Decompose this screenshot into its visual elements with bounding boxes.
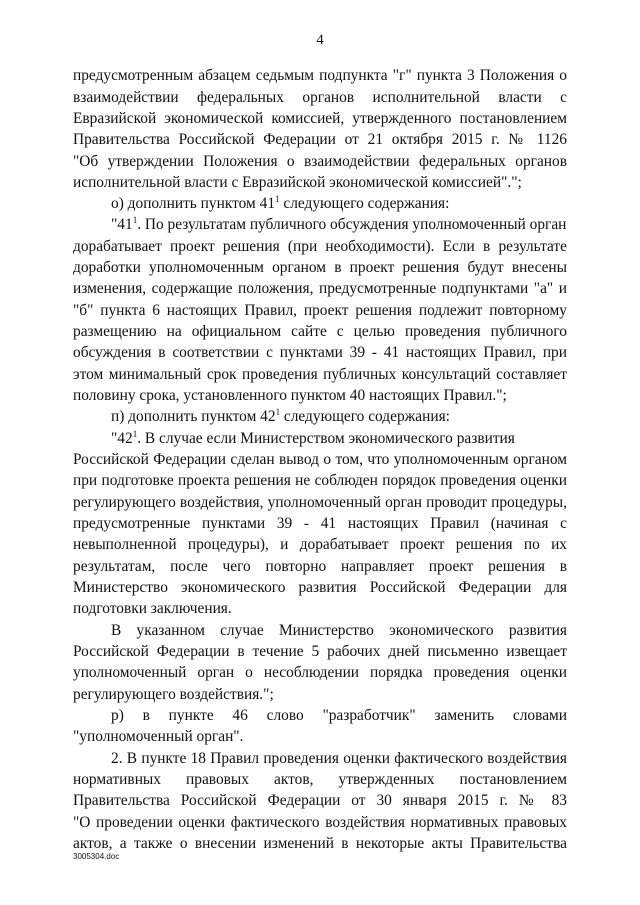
text-line: регулирующего воздействия, уполномоченный орган проводит процедуры, xyxy=(73,494,567,511)
text-fragment: . В случае если Министерством экономического развития xyxy=(137,430,515,447)
text-line: регулирующего воздействия."; xyxy=(73,686,274,703)
text-line: Министерство экономического развития Российской Федерации для xyxy=(73,579,567,596)
page-number: 4 xyxy=(316,32,324,48)
text-line: актов, а также о внесении изменений в некоторые акты Правительства xyxy=(73,835,567,852)
text-line xyxy=(111,193,567,214)
text-line: этом минимальный срок проведения публичных консультаций составляет xyxy=(73,366,567,383)
text-line: при подготовке проекта решения не соблюден порядок проведения оценки xyxy=(73,472,567,489)
text-line: нормативных правовых актов, утвержденных постановлением xyxy=(73,771,567,788)
text-line: Российской Федерации сделан вывод о том, что уполномоченным органом xyxy=(73,451,567,468)
text-line: обсуждения в соответствии с пунктами 39 - 41 настоящих Правил, при xyxy=(73,344,567,361)
text-line: взаимодействии федеральных органов исполнительной власти с xyxy=(73,89,567,106)
text-line: предусмотренным абзацем седьмым подпункта "г" пункта 3 Положения о xyxy=(73,67,567,84)
text-line: предусмотренные пунктами 39 - 41 настоящих Правил (начиная с xyxy=(73,515,567,532)
text-line: "уполномоченный орган". xyxy=(73,728,244,745)
text-line: дорабатывает проект решения (при необходимости). Если в результате xyxy=(73,238,567,255)
text-fragment: п) дополнить пунктом 42 xyxy=(111,408,276,425)
text-fragment: о) дополнить пунктом 41 xyxy=(111,195,276,212)
text-fragment: . По результатам публичного обсуждения уполномоченный орган xyxy=(137,216,567,233)
text-line: изменения, содержащие положения, предусмотренные подпунктами "а" и xyxy=(73,280,567,297)
text-line xyxy=(111,214,567,235)
text-line: результатам, после чего повторно направляет проект решения в xyxy=(73,558,567,575)
text-line: 2. В пункте 18 Правил проведения оценки фактического воздействия xyxy=(111,750,567,767)
text-line: Правительства Российской Федерации от 30 января 2015 г. № 83 xyxy=(73,792,567,809)
text-line: В указанном случае Министерство экономического развития xyxy=(111,622,567,639)
superscript: 1 xyxy=(275,194,280,204)
superscript: 1 xyxy=(132,215,138,225)
text-line: "О проведении оценки фактического воздействия нормативных правовых xyxy=(73,814,567,831)
superscript: 1 xyxy=(132,429,138,439)
superscript: 1 xyxy=(275,407,281,417)
text-line: "Об утверждении Положения о взаимодействии федеральных органов xyxy=(73,153,567,170)
text-line xyxy=(111,428,567,449)
document-filename: 3005304.doc xyxy=(73,852,120,861)
text-line: уполномоченный орган о несоблюдении порядка проведения оценки xyxy=(73,664,567,681)
text-fragment: следующего содержания: xyxy=(279,195,450,212)
text-line: Евразийской экономической комиссией, утвержденного постановлением xyxy=(73,110,567,127)
text-fragment: "41 xyxy=(111,216,133,233)
text-line xyxy=(111,406,567,427)
text-line: исполнительной власти с Евразийской экономической комиссией"."; xyxy=(73,174,522,191)
text-line: размещению на официальном сайте с целью проведения публичного xyxy=(73,323,567,340)
text-line: подготовки заключения. xyxy=(73,600,232,617)
text-line: невыполненной процедуры), и дорабатывает проект решения по их xyxy=(73,536,567,553)
text-line: Правительства Российской Федерации от 21 октября 2015 г. № 1126 xyxy=(73,131,567,148)
text-line: р) в пункте 46 слово "разработчик" заменить словами xyxy=(111,707,567,724)
text-line: половину срока, установленного пунктом 40 настоящих Правил."; xyxy=(73,387,507,404)
text-line: Российской Федерации в течение 5 рабочих дней письменно извещает xyxy=(73,643,567,660)
text-fragment: следующего содержания: xyxy=(280,408,450,425)
text-line: "б" пункта 6 настоящих Правил, проект решения подлежит повторному xyxy=(73,302,567,319)
text-fragment: "42 xyxy=(111,430,133,447)
text-line: доработки уполномоченным органом в проект решения будут внесены xyxy=(73,259,567,276)
